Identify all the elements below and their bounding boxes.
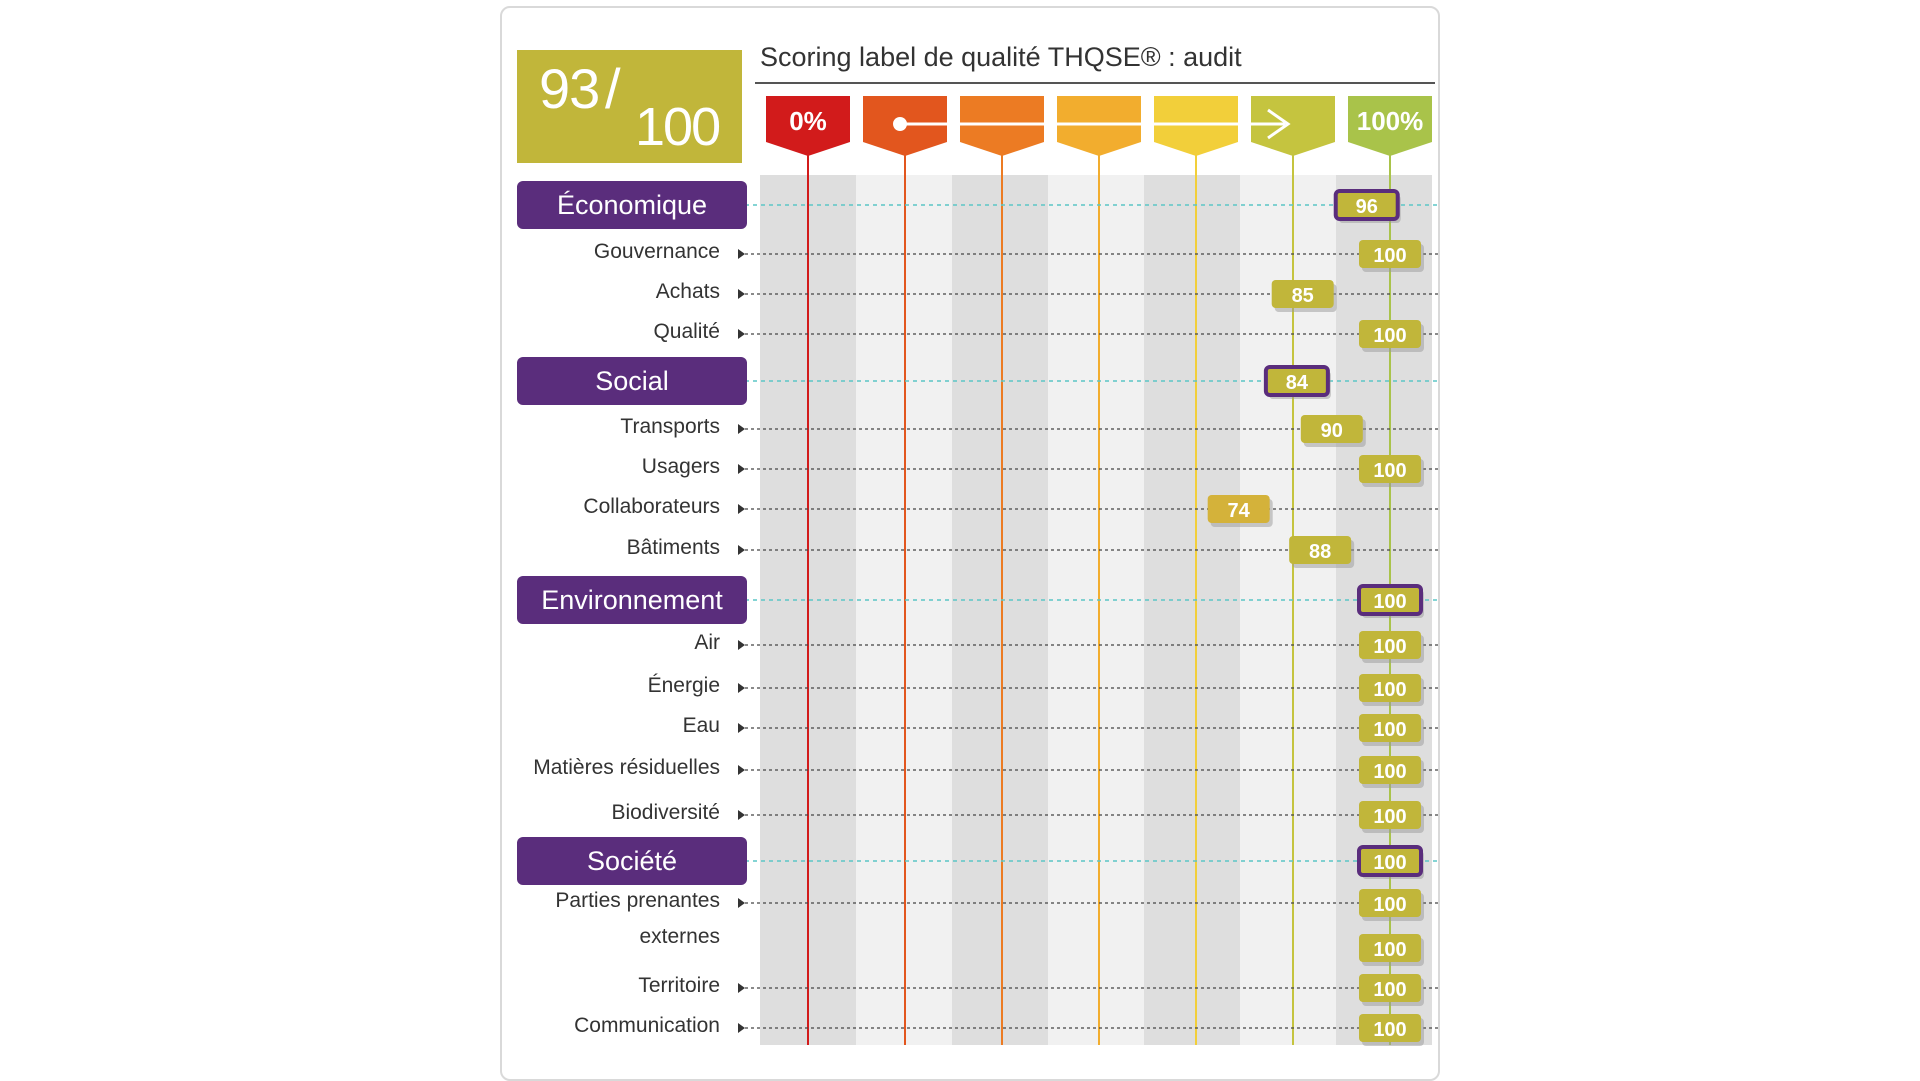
item-arrow-icon xyxy=(738,640,745,650)
overall-score-total: 100 xyxy=(635,97,720,157)
score-value-label: 100 xyxy=(1373,852,1407,874)
item-arrow-icon xyxy=(738,810,745,820)
item-label: Énergie xyxy=(647,674,720,697)
progress-arrow-dot xyxy=(893,117,907,131)
background-stripe xyxy=(1144,175,1240,1045)
item-label: Territoire xyxy=(638,974,720,997)
score-value-label: 100 xyxy=(1373,636,1407,658)
item-arrow-icon xyxy=(738,464,745,474)
category-label: Société xyxy=(517,837,747,885)
overall-score-slash: / xyxy=(605,57,621,120)
chart-title: Scoring label de qualité THQSE® : audit xyxy=(760,42,1242,72)
item-label: Parties prenantes externes xyxy=(555,889,720,948)
item-label: Eau xyxy=(682,714,720,737)
overall-score-value: 93 xyxy=(539,57,600,120)
item-arrow-icon xyxy=(738,545,745,555)
category-label: Économique xyxy=(517,181,747,229)
scale-start-label: 0% xyxy=(789,106,827,136)
scale-end-label: 100% xyxy=(1356,106,1424,136)
score-value-label: 84 xyxy=(1285,372,1309,394)
item-label: Bâtiments xyxy=(626,536,720,559)
score-value-label: 100 xyxy=(1373,761,1407,783)
score-value-label: 100 xyxy=(1373,894,1407,916)
item-arrow-icon xyxy=(738,683,745,693)
scale-tab xyxy=(1251,96,1335,156)
score-value-label: 100 xyxy=(1373,679,1407,701)
score-value-label: 100 xyxy=(1373,245,1407,267)
item-arrow-icon xyxy=(738,765,745,775)
item-arrow-icon xyxy=(738,249,745,259)
item-label: Collaborateurs xyxy=(583,495,720,518)
background-stripe xyxy=(1048,175,1144,1045)
category-label: Environnement xyxy=(517,576,747,624)
item-label: Biodiversité xyxy=(611,801,720,824)
scale-tab xyxy=(1057,96,1141,156)
item-arrow-icon xyxy=(738,289,745,299)
item-arrow-icon xyxy=(738,723,745,733)
item-label: Communication xyxy=(574,1014,720,1037)
score-value-label: 90 xyxy=(1320,420,1343,442)
item-label: Usagers xyxy=(641,455,720,478)
score-value-label: 88 xyxy=(1309,541,1332,563)
item-arrow-icon xyxy=(738,898,745,908)
score-value-label: 100 xyxy=(1373,806,1407,828)
score-value-label: 100 xyxy=(1373,591,1407,613)
score-value-label: 96 xyxy=(1355,196,1378,218)
scale-tab xyxy=(960,96,1044,156)
score-value-label: 100 xyxy=(1373,460,1407,482)
item-arrow-icon xyxy=(738,983,745,993)
score-value-label: 100 xyxy=(1373,939,1407,961)
score-value-label: 100 xyxy=(1373,719,1407,741)
item-label: Air xyxy=(694,631,720,654)
item-arrow-icon xyxy=(738,329,745,339)
item-arrow-icon xyxy=(738,424,745,434)
category-label: Social xyxy=(517,357,747,405)
scale-tab xyxy=(1154,96,1238,156)
item-arrow-icon xyxy=(738,504,745,514)
item-arrow-icon xyxy=(738,1023,745,1033)
item-label: Qualité xyxy=(653,320,720,343)
score-value-label: 85 xyxy=(1291,285,1314,307)
item-label: Gouvernance xyxy=(593,240,720,263)
item-label: Achats xyxy=(655,280,720,303)
score-value-label: 74 xyxy=(1227,500,1250,522)
score-value-label: 100 xyxy=(1373,979,1407,1001)
item-label: Transports xyxy=(620,415,720,438)
score-value-label: 100 xyxy=(1373,1019,1407,1041)
item-label: Matières résiduelles xyxy=(533,756,720,779)
background-stripe xyxy=(952,175,1048,1045)
score-value-label: 100 xyxy=(1373,325,1407,347)
